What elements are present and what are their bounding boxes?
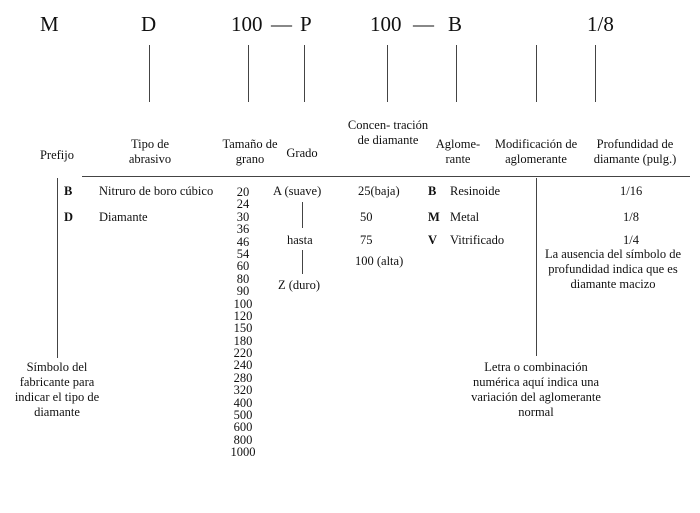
grado-mid: hasta bbox=[287, 233, 313, 247]
grit-size: 80 bbox=[236, 271, 250, 286]
code-concentration: 100 bbox=[370, 12, 402, 36]
header-tamano: Tamaño de grano bbox=[222, 137, 278, 166]
code-prefix-m: M bbox=[40, 12, 59, 36]
grit-size: 60 bbox=[236, 259, 250, 274]
connector-profundidad bbox=[595, 45, 596, 102]
grit-size: 180 bbox=[233, 333, 253, 348]
connector-modificacion bbox=[536, 45, 537, 102]
concentracion-value: 100 (alta) bbox=[355, 254, 404, 268]
header-profundidad: Profundidad de diamante (pulg.) bbox=[593, 137, 677, 166]
grit-size: 24 bbox=[236, 197, 250, 212]
aglomerante-label-metal: Metal bbox=[450, 210, 480, 224]
connector-aglomerante bbox=[456, 45, 457, 102]
connector-concentracion bbox=[387, 45, 388, 102]
code-depth: 1/8 bbox=[587, 12, 614, 36]
code-grade-p: P bbox=[300, 12, 312, 36]
note-fabricante: Símbolo del fabricante para indicar el tipo de diamante bbox=[14, 360, 100, 419]
grado-line-upper bbox=[302, 202, 303, 228]
profundidad-value: 1/16 bbox=[620, 184, 643, 198]
code-dash-1: — bbox=[271, 12, 292, 36]
connector-letra bbox=[536, 178, 537, 356]
grado-bottom: Z (duro) bbox=[278, 278, 320, 292]
grit-size: 240 bbox=[233, 358, 253, 373]
header-rule bbox=[82, 176, 690, 177]
aglomerante-label-resinoide: Resinoide bbox=[450, 184, 500, 198]
header-tipo: Tipo de abrasivo bbox=[128, 137, 172, 166]
grit-size: 1000 bbox=[230, 445, 256, 460]
grit-size: 150 bbox=[233, 321, 253, 336]
grit-size: 30 bbox=[236, 209, 250, 224]
aglomerante-label-vitrificado: Vitrificado bbox=[450, 233, 505, 247]
grit-size: 500 bbox=[233, 408, 253, 423]
code-abrasive-d: D bbox=[141, 12, 157, 36]
grit-size: 600 bbox=[233, 420, 253, 435]
header-grado: Grado bbox=[286, 146, 318, 160]
profundidad-value: 1/8 bbox=[623, 210, 639, 224]
tipo-letter-b: B bbox=[64, 184, 73, 198]
aglomerante-letter-m: M bbox=[428, 210, 440, 224]
concentracion-value: 50 bbox=[360, 210, 373, 224]
grit-size: 100 bbox=[233, 296, 253, 311]
grit-size-list bbox=[228, 186, 258, 459]
tipo-label-diamante: Diamante bbox=[99, 210, 148, 224]
grado-line-lower bbox=[302, 250, 303, 274]
profundidad-value: 1/4 bbox=[623, 233, 639, 247]
header-modificacion: Modificación de aglomerante bbox=[494, 137, 578, 166]
connector-fabricante bbox=[57, 178, 58, 358]
grit-size: 46 bbox=[236, 234, 250, 249]
grado-top: A (suave) bbox=[273, 184, 322, 198]
connector-grado bbox=[304, 45, 305, 102]
header-concentracion: Concen- tración de diamante bbox=[347, 118, 429, 147]
header-prefijo: Prefijo bbox=[39, 148, 75, 162]
grit-size: 220 bbox=[233, 346, 253, 361]
grit-size: 120 bbox=[233, 308, 253, 323]
concentracion-value: 25(baja) bbox=[358, 184, 400, 198]
aglomerante-letter-v: V bbox=[428, 233, 438, 247]
aglomerante-letter-b: B bbox=[428, 184, 437, 198]
grit-size: 800 bbox=[233, 432, 253, 447]
connector-tipo bbox=[149, 45, 150, 102]
code-dash-2: — bbox=[413, 12, 434, 36]
connector-tamano bbox=[248, 45, 249, 102]
concentracion-value: 75 bbox=[360, 233, 373, 247]
grit-size: 280 bbox=[233, 370, 253, 385]
grit-size: 90 bbox=[236, 284, 250, 299]
tipo-label-nitruro: Nitruro de boro cúbico bbox=[99, 184, 214, 198]
grit-size: 320 bbox=[233, 383, 253, 398]
tipo-letter-d: D bbox=[64, 210, 74, 224]
code-grit-size: 100 bbox=[231, 12, 263, 36]
grit-size: 54 bbox=[236, 246, 250, 261]
grit-size: 400 bbox=[233, 395, 253, 410]
note-letra: Letra o combinación numérica aquí indica una variación del aglomerante normal bbox=[471, 360, 601, 419]
grit-size: 20 bbox=[236, 185, 250, 199]
note-ausencia: La ausencia del símbolo de profundidad indica que es diamante macizo bbox=[544, 247, 682, 291]
code-bond-b: B bbox=[448, 12, 463, 36]
grit-size: 36 bbox=[236, 222, 250, 237]
header-aglomerante: Aglome- rante bbox=[435, 137, 481, 166]
